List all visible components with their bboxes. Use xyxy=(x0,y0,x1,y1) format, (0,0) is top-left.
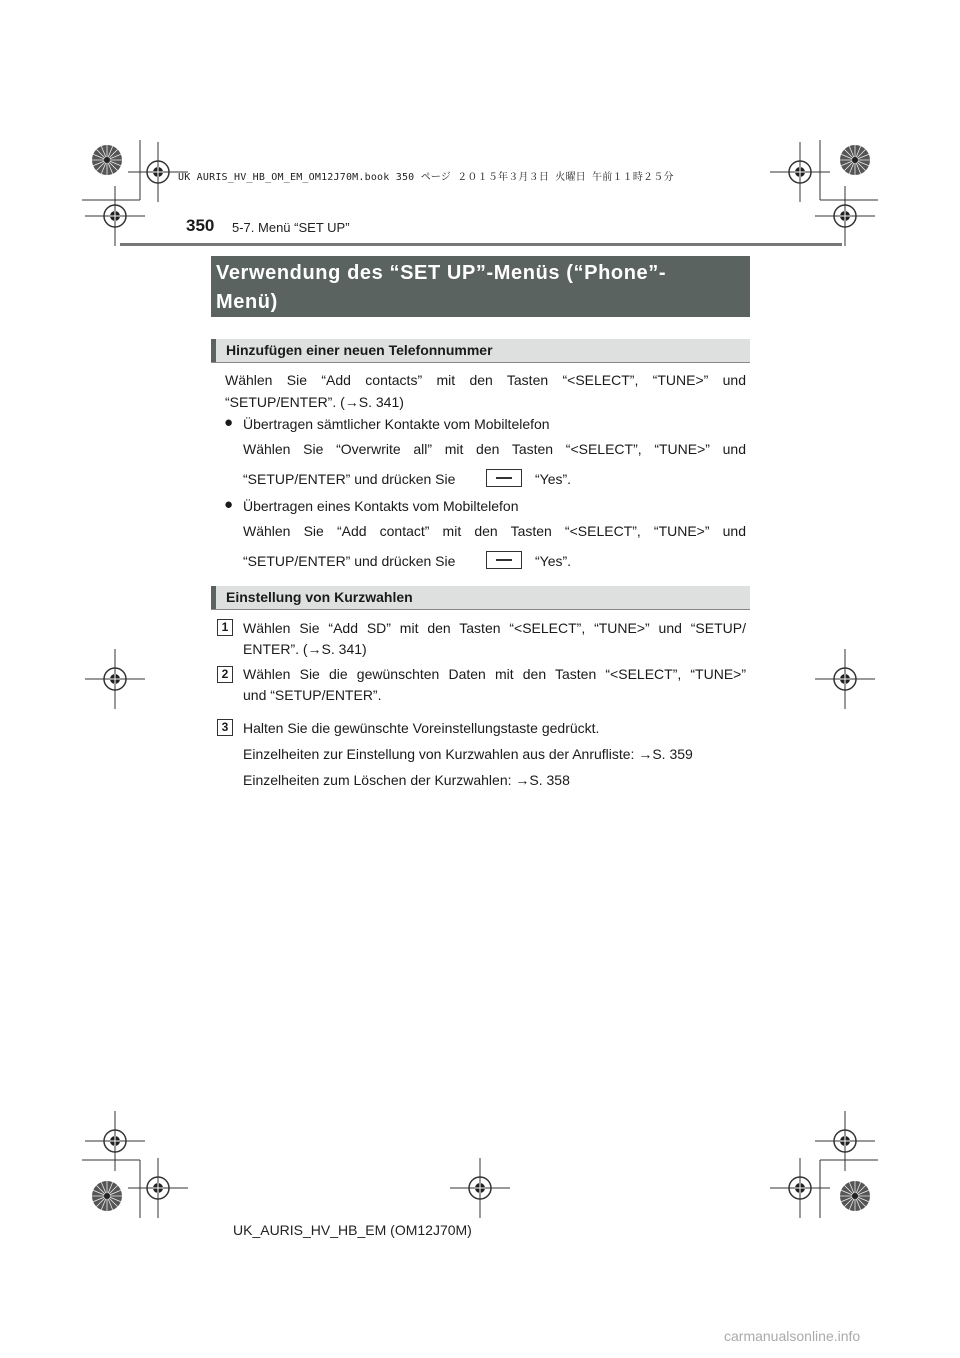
starburst-mark xyxy=(92,145,122,175)
crosshair-mark xyxy=(85,1111,145,1171)
footer-code: UK_AURIS_HV_HB_EM (OM12J70M) xyxy=(233,1222,472,1238)
step-line: Halten Sie die gewünschte Voreinstellungstaste gedrückt. xyxy=(243,720,600,736)
section-title-line-1: Verwendung des “SET UP”-Menüs (“Phone”- xyxy=(216,262,667,284)
note-line: Einzelheiten zur Einstellung von Kurzwahlen aus der Anrufliste: →S. 359 xyxy=(243,746,693,762)
subhead-speed-dial: Einstellung von Kurzwahlen xyxy=(211,586,750,609)
header-rule xyxy=(120,243,842,246)
step-line: Wählen Sie “Add SD” mit den Tasten “<SELECT”, “TUNE>” und “SETUP/ xyxy=(243,620,746,636)
bullet-line: Wählen Sie “Add contact” mit den Tasten “<SELECT”, “TUNE>” und xyxy=(243,523,746,539)
watermark: carmanualsonline.info xyxy=(724,1328,861,1344)
crosshair-mark xyxy=(770,1158,830,1218)
step-number-box: 1 xyxy=(217,619,233,636)
print-info-line: UK AURIS_HV_HB_OM_EM_OM12J70M.book 350 ページ ２０１５年３月３日 火曜日 午前１１時２５分 xyxy=(178,172,674,183)
bullet-marker: ● xyxy=(224,496,234,513)
section-title-line-2: Menü) xyxy=(216,291,278,313)
crosshair-mark xyxy=(770,142,830,202)
bullet-title: Übertragen sämtlicher Kontakte vom Mobiltelefon xyxy=(243,416,550,432)
subhead-add-number: Hinzufügen einer neuen Telefonnummer xyxy=(211,339,750,362)
starburst-mark xyxy=(840,145,870,175)
crosshair-mark xyxy=(815,649,875,709)
crosshair-mark xyxy=(128,1158,188,1218)
starburst-mark xyxy=(92,1181,122,1211)
crosshair-mark xyxy=(450,1158,510,1218)
section-title xyxy=(211,256,750,317)
running-head: 5-7. Menü “SET UP” xyxy=(232,220,350,235)
step-line: Wählen Sie die gewünschten Daten mit den Tasten “<SELECT”, “TUNE>” xyxy=(243,666,746,682)
step-line: ENTER”. (→S. 341) xyxy=(243,641,367,657)
step-number-box: 3 xyxy=(217,719,233,736)
crosshair-mark xyxy=(85,186,145,246)
bullet-line: Wählen Sie “Overwrite all” mit den Tasten “<SELECT”, “TUNE>” und xyxy=(243,441,746,457)
crosshair-mark xyxy=(85,649,145,709)
bullet-marker: ● xyxy=(224,414,234,431)
intro-line-2: “SETUP/ENTER”. (→S. 341) xyxy=(225,394,404,410)
starburst-mark xyxy=(840,1181,870,1211)
bullet-line-before: “SETUP/ENTER” und drücken Sie xyxy=(243,553,456,569)
step-line: und “SETUP/ENTER”. xyxy=(243,687,382,703)
bullet-line-after: “Yes”. xyxy=(535,471,572,487)
note-line: Einzelheiten zum Löschen der Kurzwahlen: →S. 358 xyxy=(243,772,570,788)
softkey-button-icon xyxy=(486,551,522,569)
intro-line-1: Wählen Sie “Add contacts” mit den Tasten “<SELECT”, “TUNE>” und xyxy=(225,372,746,388)
softkey-button-icon xyxy=(486,469,522,487)
crosshair-mark xyxy=(815,186,875,246)
subhead-rule xyxy=(211,609,750,610)
bullet-line-before: “SETUP/ENTER” und drücken Sie xyxy=(243,471,456,487)
page-number: 350 xyxy=(186,216,215,235)
crosshair-mark xyxy=(815,1111,875,1171)
subhead-rule xyxy=(211,362,750,363)
bullet-line-after: “Yes”. xyxy=(535,553,572,569)
bullet-title: Übertragen eines Kontakts vom Mobiltelefon xyxy=(243,498,519,514)
step-number-box: 2 xyxy=(217,666,233,683)
